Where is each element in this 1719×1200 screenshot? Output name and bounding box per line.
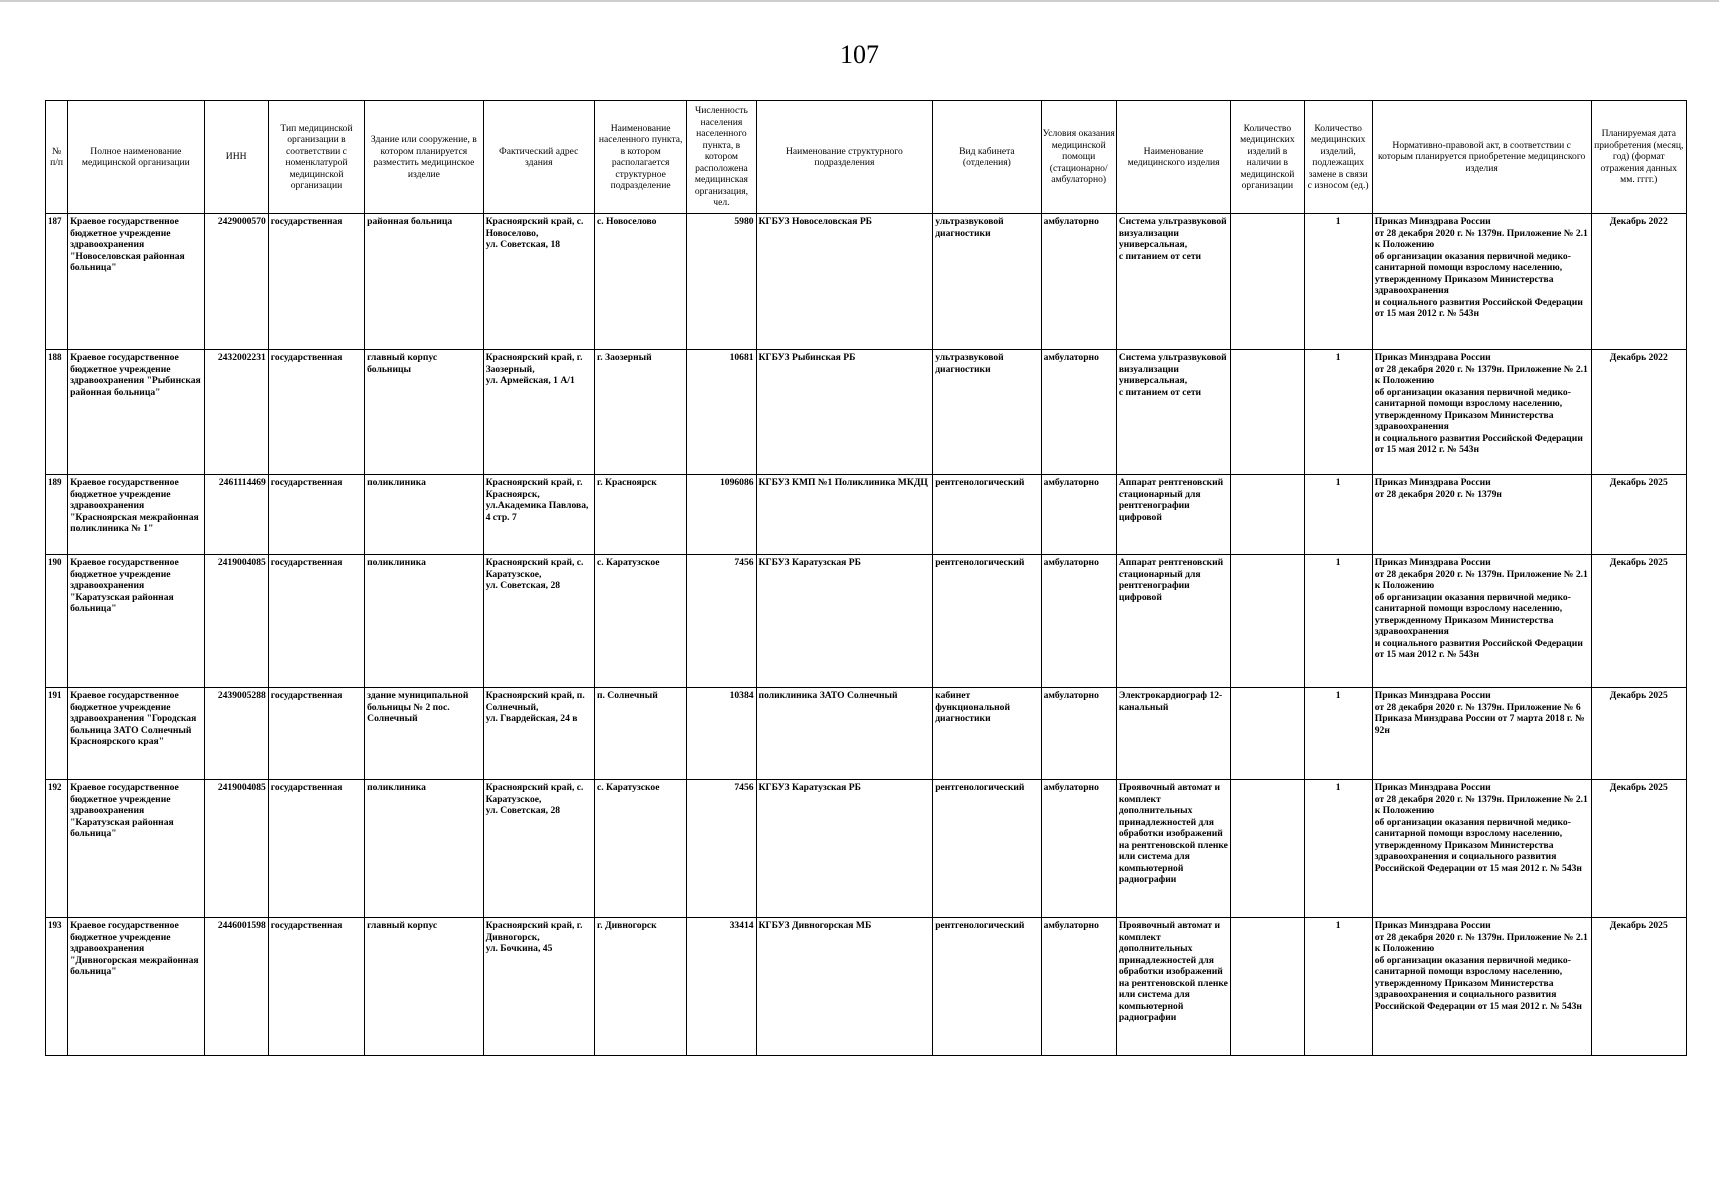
population: 5980 [687,214,756,350]
planned-date: Декабрь 2025 [1591,918,1686,1056]
address: Красноярский край, г. Заозерный, ул. Армейская, 1 А/1 [483,350,594,475]
building: главный корпус больницы [365,350,483,475]
cabinet-type: рентгенологический [933,780,1041,918]
normative-act: Приказ Минздрава России от 28 декабря 2020 г. № 1379н. Приложение № 2.1 к Положению об организации оказания первичной медико-санитарной помощи взрослому населению, утвержденному Приказом Министерства здравоохранения и социального развития Российской Федерации от 15 мая 2012 г. № 543н [1372,350,1591,475]
structural-unit: КГБУЗ Новоселовская РБ [756,214,933,350]
settlement: г. Красноярск [594,475,686,555]
inn-value: 2419004085 [204,780,268,918]
normative-act: Приказ Минздрава России от 28 декабря 2020 г. № 1379н. Приложение № 2.1 к Положению об организации оказания первичной медико-санитарной помощи взрослому населению, утвержденному Приказом Министерства здравоохранения и социального развития Российской Федерации от 15 мая 2012 г. № 543н [1372,214,1591,350]
qty-available [1231,555,1304,688]
row-number: 191 [46,688,68,780]
settlement: с. Каратузское [594,780,686,918]
qty-replace: 1 [1304,350,1372,475]
row-number: 193 [46,918,68,1056]
settlement: г. Дивногорск [594,918,686,1056]
col-header-qty-replace: Количество медицинских изделий, подлежащих замене в связи с износом (ед.) [1304,101,1372,214]
org-type: государственная [268,918,364,1056]
table-row [46,475,1687,555]
row-number: 189 [46,475,68,555]
population: 1096086 [687,475,756,555]
col-header-building: Здание или сооружение, в котором планируется разместить медицинское изделие [365,101,483,214]
table-row [46,555,1687,688]
care-conditions: амбулаторно [1041,350,1116,475]
qty-available [1231,350,1304,475]
planned-date: Декабрь 2025 [1591,475,1686,555]
building: районная больница [365,214,483,350]
col-header-unit: Наименование структурного подразделения [756,101,933,214]
structural-unit: КГБУЗ Каратузская РБ [756,780,933,918]
planned-date: Декабрь 2025 [1591,555,1686,688]
structural-unit: КГБУЗ Рыбинская РБ [756,350,933,475]
population: 33414 [687,918,756,1056]
table-row [46,918,1687,1056]
cabinet-type: рентгенологический [933,555,1041,688]
device-name: Система ультразвуковой визуализации универсальная, с питанием от сети [1116,350,1230,475]
org-type: государственная [268,555,364,688]
inn-value: 2461114469 [204,475,268,555]
org-type: государственная [268,475,364,555]
population: 7456 [687,780,756,918]
qty-replace: 1 [1304,214,1372,350]
building: поликлиника [365,780,483,918]
population: 10384 [687,688,756,780]
table-row [46,350,1687,475]
top-border-line [0,0,1719,2]
table-row [46,688,1687,780]
page-number: 107 [840,40,879,69]
normative-act: Приказ Минздрава России от 28 декабря 2020 г. № 1379н. Приложение № 2.1 к Положению об организации оказания первичной медико-санитарной помощи взрослому населению, утвержденному Приказом Министерства здравоохранения и социального развития Российской Федерации от 15 мая 2012 г. № 543н [1372,780,1591,918]
structural-unit: поликлиника ЗАТО Солнечный [756,688,933,780]
cabinet-type: рентгенологический [933,475,1041,555]
structural-unit: КГБУЗ Дивногорская МБ [756,918,933,1056]
care-conditions: амбулаторно [1041,475,1116,555]
qty-available [1231,918,1304,1056]
organization-name: Краевое государственное бюджетное учреждение здравоохранения "Каратузская районная больница" [68,555,204,688]
device-name: Проявочный автомат и комплект дополнительных принадлежностей для обработки изображений на рентгеновской пленке или система для компьютерной радиографии [1116,780,1230,918]
inn-value: 2432002231 [204,350,268,475]
org-type: государственная [268,350,364,475]
device-name: Аппарат рентгеновский стационарный для рентгенографии цифровой [1116,555,1230,688]
settlement: с. Каратузское [594,555,686,688]
col-header-inn: ИНН [204,101,268,214]
qty-available [1231,475,1304,555]
care-conditions: амбулаторно [1041,214,1116,350]
equipment-table [45,100,1687,1056]
table-row [46,780,1687,918]
organization-name: Краевое государственное бюджетное учреждение здравоохранения "Каратузская районная больница" [68,780,204,918]
care-conditions: амбулаторно [1041,780,1116,918]
col-header-conditions: Условия оказания медицинской помощи (стационарно/ амбулаторно) [1041,101,1116,214]
organization-name: Краевое государственное бюджетное учреждение здравоохранения "Городская больница ЗАТО Солнечный Красноярского края" [68,688,204,780]
qty-replace: 1 [1304,688,1372,780]
row-number: 190 [46,555,68,688]
col-header-org: Полное наименование медицинской организации [68,101,204,214]
planned-date: Декабрь 2025 [1591,688,1686,780]
device-name: Электрокардиограф 12-канальный [1116,688,1230,780]
col-header-num: № п/п [46,101,68,214]
inn-value: 2429000570 [204,214,268,350]
device-name: Аппарат рентгеновский стационарный для рентгенографии цифровой [1116,475,1230,555]
col-header-norm: Нормативно-правовой акт, в соответствии с которым планируется приобретение медицинского изделия [1372,101,1591,214]
planned-date: Декабрь 2022 [1591,214,1686,350]
structural-unit: КГБУЗ Каратузская РБ [756,555,933,688]
planned-date: Декабрь 2022 [1591,350,1686,475]
header-row [46,101,1687,214]
org-type: государственная [268,780,364,918]
organization-name: Краевое государственное бюджетное учреждение здравоохранения "Новоселовская районная больница" [68,214,204,350]
planned-date: Декабрь 2025 [1591,780,1686,918]
cabinet-type: кабинет функциональной диагностики [933,688,1041,780]
settlement: п. Солнечный [594,688,686,780]
device-name: Система ультразвуковой визуализации универсальная, с питанием от сети [1116,214,1230,350]
building: поликлиника [365,555,483,688]
cabinet-type: ультразвуковой диагностики [933,214,1041,350]
normative-act: Приказ Минздрава России от 28 декабря 2020 г. № 1379н. Приложение № 6 Приказа Минздрава России от 7 марта 2018 г. № 92н [1372,688,1591,780]
address: Красноярский край, г. Дивногорск, ул. Бочкина, 45 [483,918,594,1056]
organization-name: Краевое государственное бюджетное учреждение здравоохранения "Красноярская межрайонная поликлиника № 1" [68,475,204,555]
qty-available [1231,780,1304,918]
address: Красноярский край, г. Красноярск, ул.Академика Павлова, 4 стр. 7 [483,475,594,555]
normative-act: Приказ Минздрава России от 28 декабря 2020 г. № 1379н. Приложение № 2.1 к Положению об организации оказания первичной медико-санитарной помощи взрослому населению, утвержденному Приказом Министерства здравоохранения и социального развития Российской Федерации от 15 мая 2012 г. № 543н [1372,555,1591,688]
org-type: государственная [268,688,364,780]
col-header-type: Тип медицинской организации в соответствии с номенклатурой медицинской организации [268,101,364,214]
building: поликлиника [365,475,483,555]
qty-replace: 1 [1304,780,1372,918]
qty-replace: 1 [1304,475,1372,555]
organization-name: Краевое государственное бюджетное учреждение здравоохранения "Дивногорская межрайонная больница" [68,918,204,1056]
qty-available [1231,214,1304,350]
table-row [46,214,1687,350]
address: Красноярский край, с. Каратузское, ул. Советская, 28 [483,555,594,688]
care-conditions: амбулаторно [1041,555,1116,688]
building: здание муниципальной больницы № 2 пос. Солнечный [365,688,483,780]
col-header-settlement: Наименование населенного пункта, в котором располагается структурное подразделение [594,101,686,214]
inn-value: 2446001598 [204,918,268,1056]
inn-value: 2439005288 [204,688,268,780]
cabinet-type: рентгенологический [933,918,1041,1056]
col-header-cabinet: Вид кабинета (отделения) [933,101,1041,214]
row-number: 187 [46,214,68,350]
population: 7456 [687,555,756,688]
normative-act: Приказ Минздрава России от 28 декабря 2020 г. № 1379н. Приложение № 2.1 к Положению об организации оказания первичной медико-санитарной помощи взрослому населению, утвержденному Приказом Министерства здравоохранения и социального развития Российской Федерации от 15 мая 2012 г. № 543н [1372,918,1591,1056]
inn-value: 2419004085 [204,555,268,688]
care-conditions: амбулаторно [1041,688,1116,780]
col-header-address: Фактический адрес здания [483,101,594,214]
address: Красноярский край, с. Новоселово, ул. Советская, 18 [483,214,594,350]
col-header-date: Планируемая дата приобретения (месяц, год) (формат отражения данных мм. гггг.) [1591,101,1686,214]
population: 10681 [687,350,756,475]
col-header-population: Численность населения населенного пункта, в котором расположена медицинская организация, чел. [687,101,756,214]
settlement: с. Новоселово [594,214,686,350]
col-header-device: Наименование медицинского изделия [1116,101,1230,214]
structural-unit: КГБУЗ КМП №1 Поликлиника МКДЦ [756,475,933,555]
row-number: 192 [46,780,68,918]
org-type: государственная [268,214,364,350]
qty-available [1231,688,1304,780]
care-conditions: амбулаторно [1041,918,1116,1056]
address: Красноярский край, с. Каратузское, ул. Советская, 28 [483,780,594,918]
qty-replace: 1 [1304,918,1372,1056]
cabinet-type: ультразвуковой диагностики [933,350,1041,475]
settlement: г. Заозерный [594,350,686,475]
organization-name: Краевое государственное бюджетное учреждение здравоохранения "Рыбинская районная больница" [68,350,204,475]
col-header-qty-have: Количество медицинских изделий в наличии в медицинской организации [1231,101,1304,214]
building: главный корпус [365,918,483,1056]
row-number: 188 [46,350,68,475]
device-name: Проявочный автомат и комплект дополнительных принадлежностей для обработки изображений на рентгеновской пленке или система для компьютерной радиографии [1116,918,1230,1056]
qty-replace: 1 [1304,555,1372,688]
address: Красноярский край, п. Солнечный, ул. Гвардейская, 24 в [483,688,594,780]
normative-act: Приказ Минздрава России от 28 декабря 2020 г. № 1379н [1372,475,1591,555]
